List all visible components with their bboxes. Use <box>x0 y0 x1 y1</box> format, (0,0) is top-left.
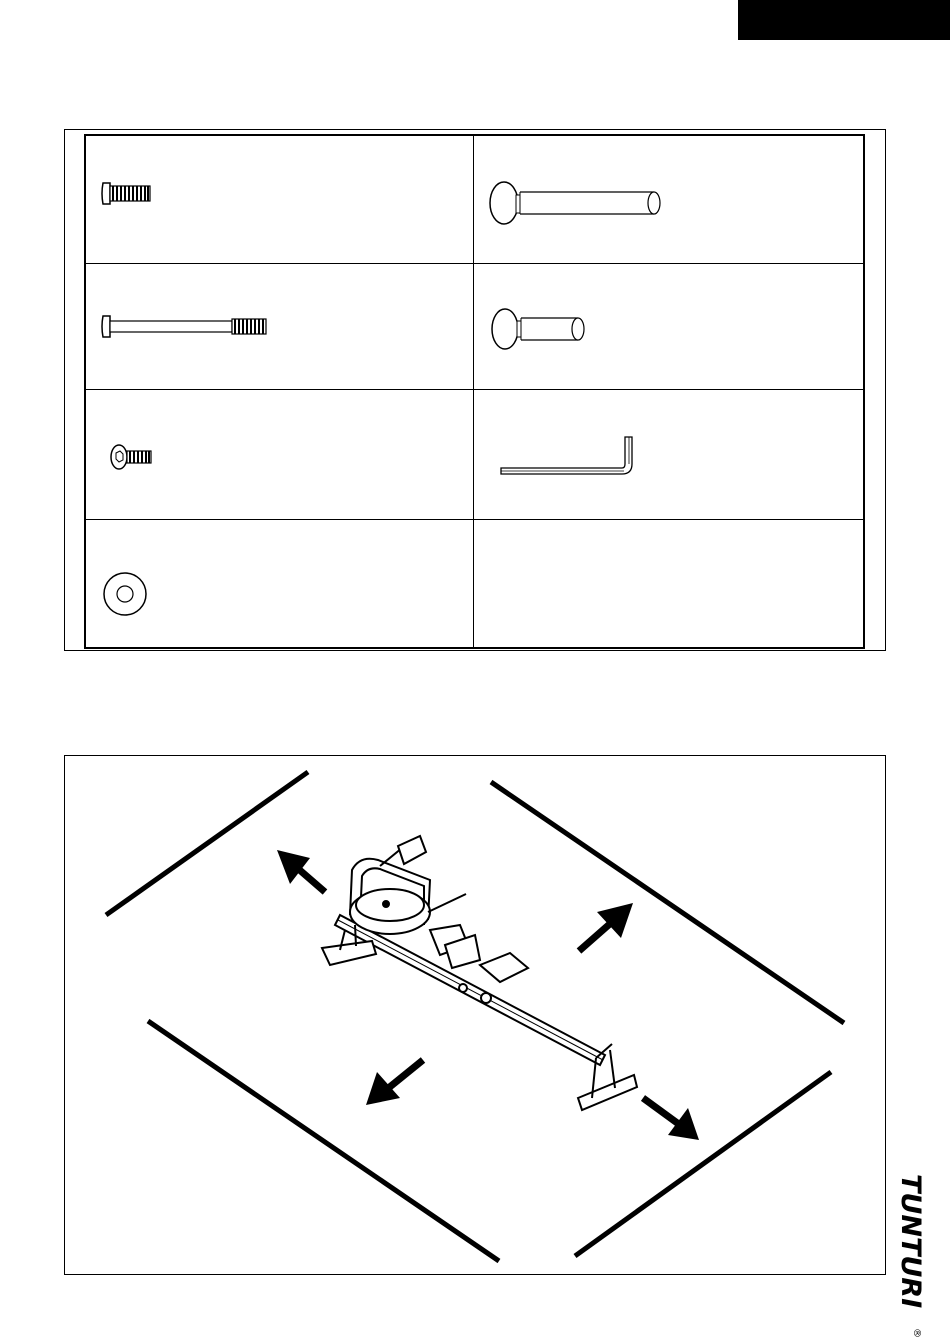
rowing-machine-icon <box>322 836 637 1110</box>
arrow-up-right-icon <box>579 903 633 951</box>
svg-text:TUNTURI: TUNTURI <box>895 1174 926 1309</box>
tunturi-logo <box>890 1168 940 1338</box>
boundary-line <box>575 1072 831 1256</box>
arrow-down-left-icon <box>366 1060 423 1105</box>
arrow-down-right-icon <box>643 1098 699 1140</box>
boundary-line <box>106 772 308 915</box>
svg-text:®: ® <box>911 1328 922 1338</box>
boundary-line <box>148 1021 499 1261</box>
boundary-line <box>491 782 844 1023</box>
arrow-up-left-icon <box>277 850 325 892</box>
